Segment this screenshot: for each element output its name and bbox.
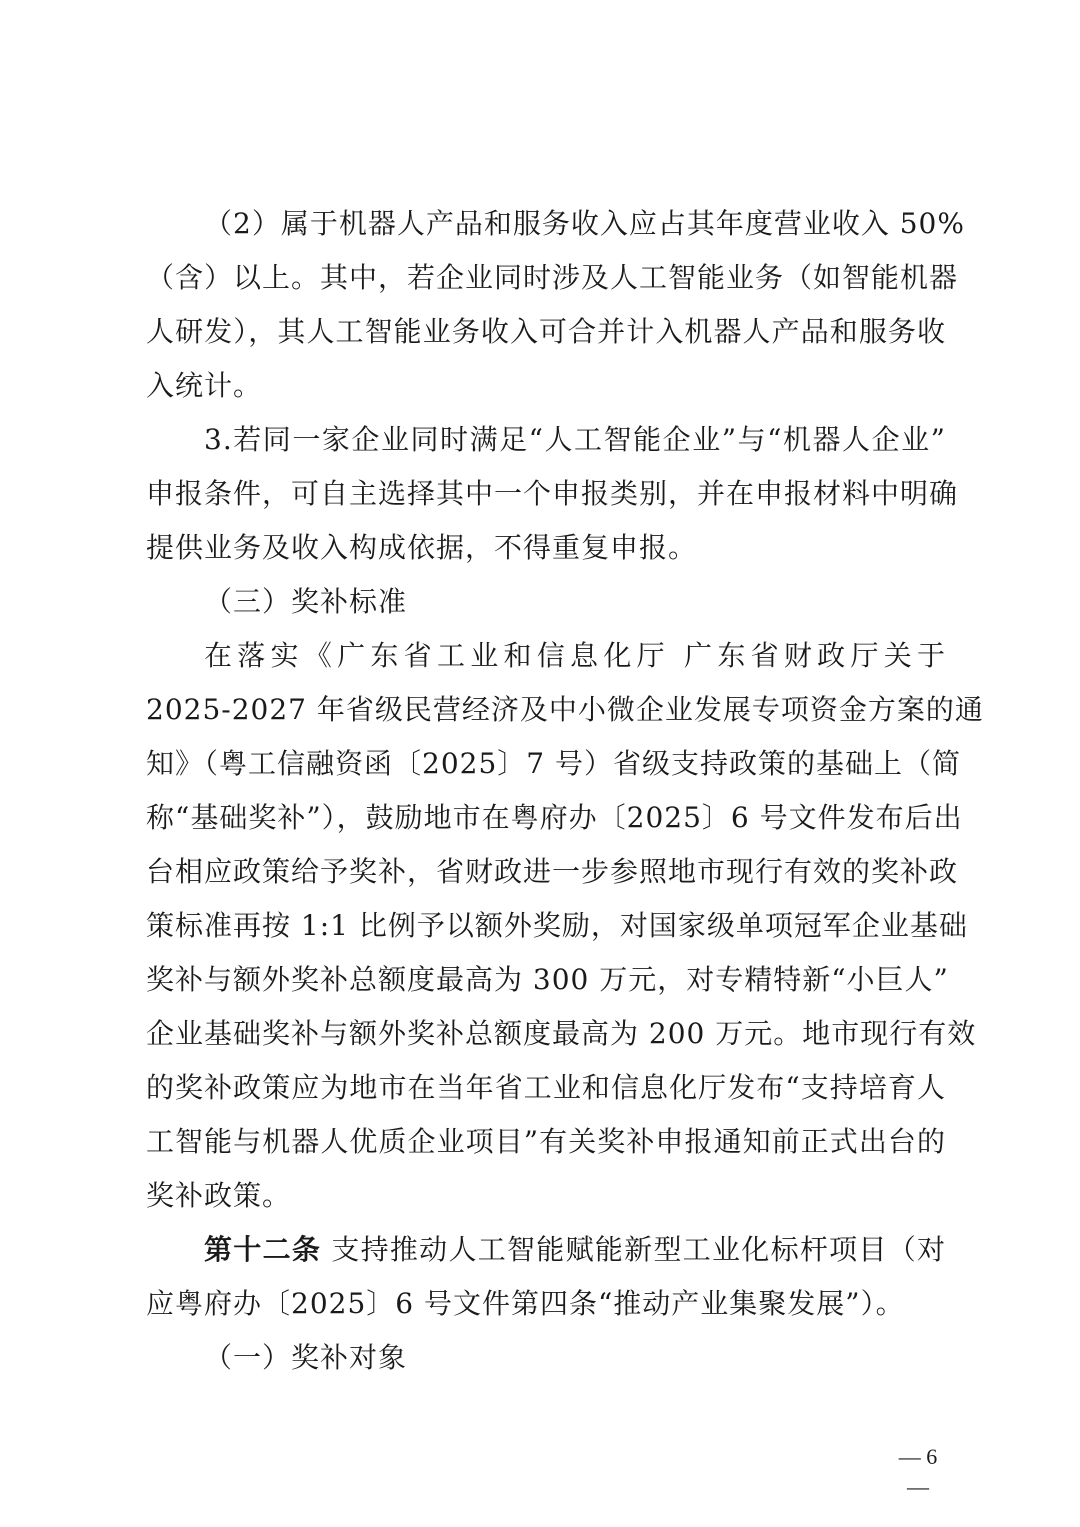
page-number: — 6 —	[898, 1444, 938, 1499]
paragraph-line: 奖补与额外奖补总额度最高为 300 万元，对专精特新“小巨人”	[146, 963, 949, 996]
paragraph-line: 申报条件，可自主选择其中一个申报类别，并在申报材料中明确	[146, 477, 959, 510]
paragraph-line: 台相应政策给予奖补，省财政进一步参照地市现行有效的奖补政	[146, 855, 959, 888]
article-label: 第十二条	[204, 1233, 322, 1266]
paragraph-line: 在落实《广东省工业和信息化厅 广东省财政厅关于	[204, 639, 946, 672]
paragraph-line: 提供业务及收入构成依据，不得重复申报。	[146, 531, 698, 564]
paragraph-line: （2）属于机器人产品和服务收入应占其年度营业收入 50%	[204, 207, 965, 240]
paragraph-line: （含）以上。其中，若企业同时涉及人工智能业务（如智能机器	[146, 261, 959, 294]
paragraph-line: 应粤府办〔2025〕6 号文件第四条“推动产业集聚发展”）。	[146, 1287, 905, 1320]
paragraph-line: 企业基础奖补与额外奖补总额度最高为 200 万元。地市现行有效	[146, 1017, 977, 1050]
article-text: 支持推动人工智能赋能新型工业化标杆项目（对	[321, 1233, 946, 1266]
paragraph-line: 知》（粤工信融资函〔2025〕7 号）省级支持政策的基础上（简	[146, 747, 961, 780]
paragraph-line: 工智能与机器人优质企业项目”有关奖补申报通知前正式出台的	[146, 1125, 946, 1158]
article-first-line	[146, 1223, 946, 1277]
paragraph-line: 的奖补政策应为地市在当年省工业和信息化厅发布“支持培育人	[146, 1071, 946, 1104]
paragraph-line: 策标准再按 1:1 比例予以额外奖励，对国家级单项冠军企业基础	[146, 909, 968, 942]
paragraph-line: 人研发），其人工智能业务收入可合并计入机器人产品和服务收	[146, 315, 946, 348]
document-body	[146, 197, 984, 1385]
paragraph-line: 奖补政策。	[146, 1179, 292, 1212]
paragraph-line: 2025-2027 年省级民营经济及中小微企业发展专项资金方案的通	[146, 693, 984, 726]
paragraph-line: 入统计。	[146, 369, 263, 402]
paragraph-line: 3.若同一家企业同时满足“人工智能企业”与“机器人企业”	[204, 423, 946, 456]
section-heading-reward-standard: （三）奖补标准	[204, 585, 408, 618]
paragraph-line: 称“基础奖补”），鼓励地市在粤府办〔2025〕6 号文件发布后出	[146, 801, 963, 834]
section-heading-reward-target: （一）奖补对象	[204, 1341, 408, 1374]
